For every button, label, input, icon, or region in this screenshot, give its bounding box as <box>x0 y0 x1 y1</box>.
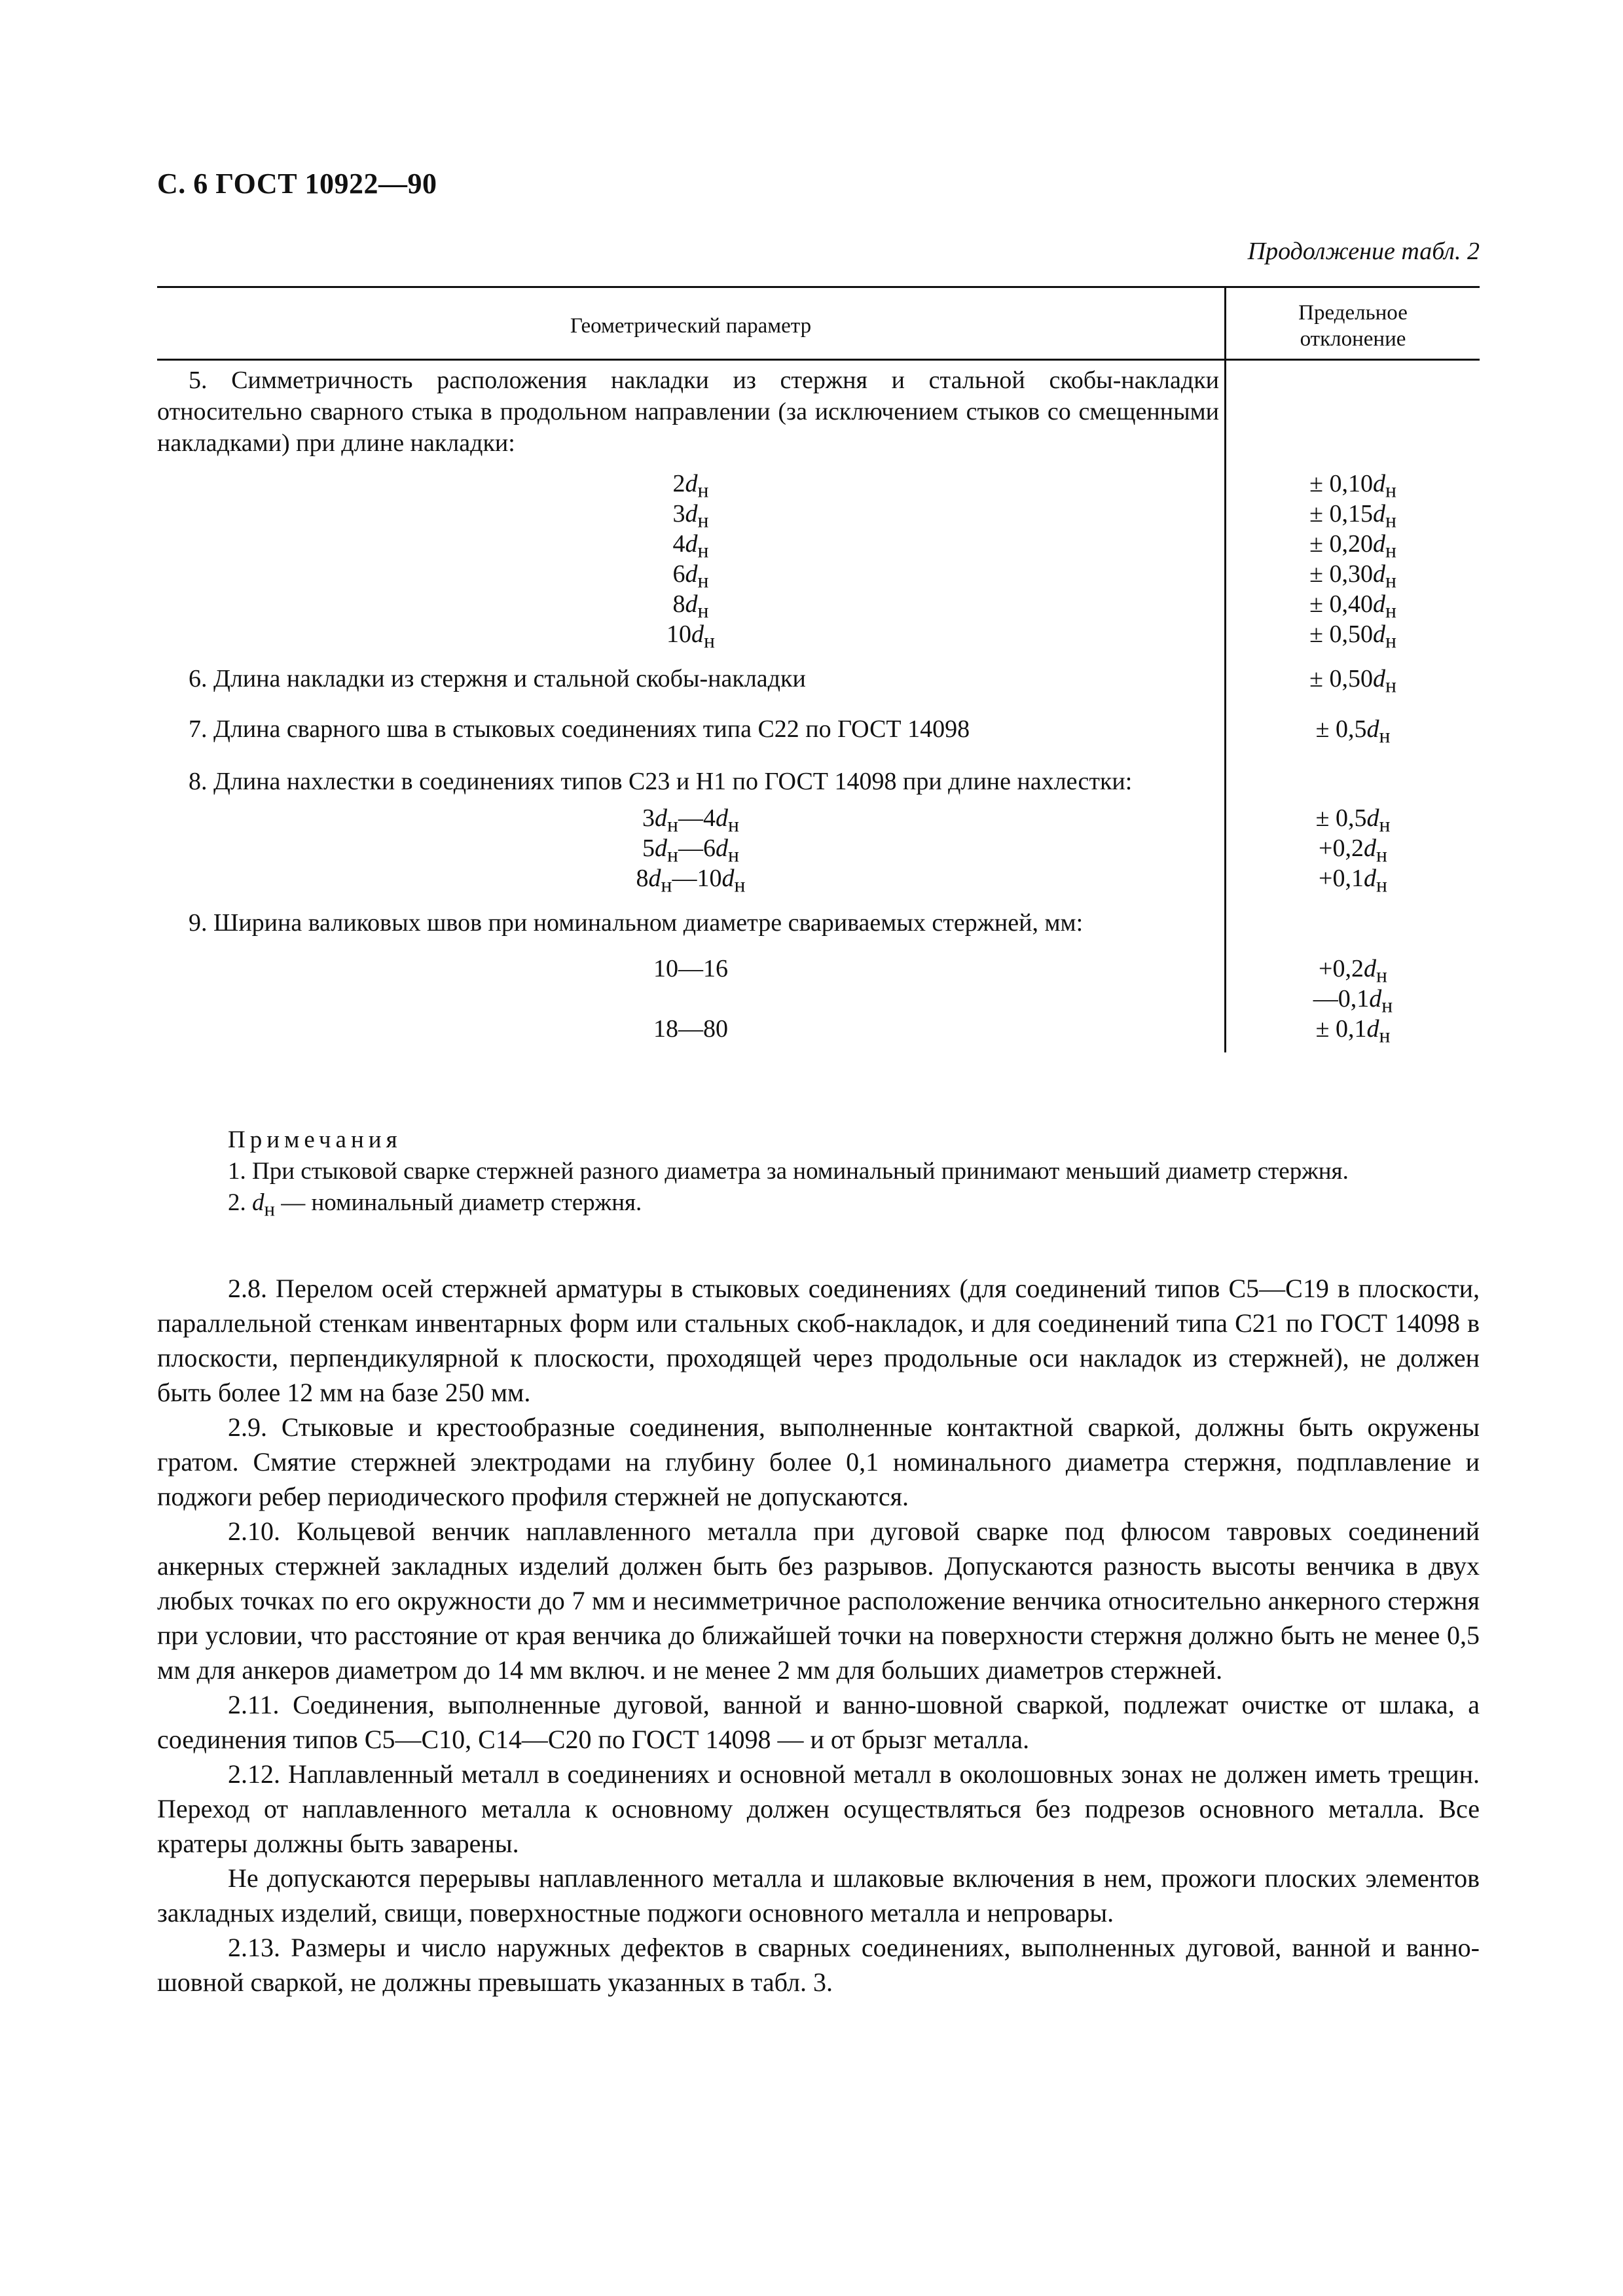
length-range: $8d_н—10d_н$ <box>636 865 746 897</box>
length-range: $5d_н—6d_н$ <box>642 834 739 867</box>
deviation-cell <box>1226 459 1480 653</box>
notes-title: Примечания <box>228 1126 402 1153</box>
deviation-value: ± $0,50d_н$ <box>1309 665 1396 697</box>
item-8-text: 8. Длина нахлестки в соединениях типов С23 и Н1 по ГОСТ 14098 при длине нахлестки: <box>189 768 1133 796</box>
note-1: 1. При стыковой сварке стержней разного диаметра за номинальный принимают меньший диаметр стержня. <box>228 1158 1349 1185</box>
parameter-cell <box>157 751 1226 797</box>
deviation-value: ± $0,15d_н$ <box>1309 500 1396 532</box>
table-row <box>157 649 1480 702</box>
parameter-cell <box>157 702 1226 752</box>
parameter-cell <box>157 649 1226 702</box>
paragraph-2-12: 2.12. Наплавленный металл в соединениях и основной металл в околошовных зонах не должен иметь трещин. Переход от наплавленного металла к основному должен осуществляться без подрезов основного металла. Все кратеры должны быть заварены. <box>157 1759 1480 1858</box>
length-value: $2d_н$ <box>672 470 709 502</box>
item-5-text: 5. Симметричность расположения накладки из стержня и стальной скобы-накладки относительно сварного стыка в продольном направлении (за исключением стыков со смещенными накладками) при длине накладки: <box>157 367 1219 457</box>
diameter-range: 10—16 <box>653 955 728 983</box>
column-header-deviation-line1: Предельное <box>1298 301 1408 325</box>
length-value: $4d_н$ <box>672 530 709 562</box>
deviation-value: ± $0,5d_н$ <box>1315 804 1391 836</box>
parameter-cell <box>157 893 1226 939</box>
length-value: $8d_н$ <box>672 590 709 622</box>
paragraph-2-11: 2.11. Соединения, выполненные дуговой, ванной и ванно-шовной сваркой, подлежат очистке от шлака, а соединения типов С5—С10, С14—С20 по ГОСТ 14098 — и от брызг металла. <box>157 1690 1480 1754</box>
item-5-deviations <box>1226 468 1480 653</box>
table-row <box>157 939 1480 1052</box>
page-header: С. 6 ГОСТ 10922—90 <box>157 168 437 200</box>
item-9-diameters <box>157 953 1224 1043</box>
item-5-lengths <box>157 468 1224 653</box>
item-8-deviations <box>1226 802 1480 897</box>
deviation-value: ± $0,30d_н$ <box>1309 560 1396 592</box>
deviation-cell <box>1226 939 1480 1052</box>
spacer <box>157 983 1224 1013</box>
deviation-cell <box>1226 751 1480 797</box>
table-row <box>157 459 1480 649</box>
body-text <box>157 1271 1480 2000</box>
item-6-text: 6. Длина накладки из стержня и стальной скобы-накладки <box>189 665 806 692</box>
deviation-cell <box>1226 702 1480 752</box>
item-9-text: 9. Ширина валиковых швов при номинальном диаметре свариваемых стержней, мм: <box>189 909 1084 937</box>
note-2: 2. $d_н$ — номинальный диаметр стержня. <box>228 1189 642 1221</box>
deviation-value: $+0,1d_н$ <box>1319 865 1387 897</box>
length-value: $3d_н$ <box>672 500 709 532</box>
item-8-lengths <box>157 802 1224 897</box>
deviation-cell <box>1226 797 1480 897</box>
table-row <box>157 702 1480 752</box>
item-7-text: 7. Длина сварного шва в стыковых соединениях типа С22 по ГОСТ 14098 <box>189 715 970 743</box>
deviation-value: ± $0,20d_н$ <box>1309 530 1396 562</box>
tolerance-table <box>157 286 1480 1052</box>
length-value: $6d_н$ <box>672 560 709 592</box>
deviation-value: $—0,1d_н$ <box>1313 985 1393 1017</box>
paragraph-2-10: 2.10. Кольцевой венчик наплавленного металла при дуговой сварке под флюсом тавровых соединений анкерных стержней закладных изделий должен быть без разрывов. Допускаются разность высоты венчика в двух любых точках по его окружности до 7 мм и несимметричное расположение венчика относительно анкерного стержня при условии, что расстояние от края венчика до ближайшей точки на поверхности стержня должно быть не менее 0,5 мм для анкеров диаметром до 14 мм включ. и не менее 2 мм для больших диаметров стержней. <box>157 1516 1480 1685</box>
parameter-cell <box>157 939 1226 1052</box>
table-notes <box>157 1124 1480 1225</box>
table-header-row <box>157 287 1480 360</box>
table-row <box>157 893 1480 939</box>
deviation-cell <box>1226 360 1480 459</box>
length-range: $3d_н—4d_н$ <box>642 804 739 836</box>
deviation-cell <box>1226 893 1480 939</box>
paragraph-2-12-cont: Не допускаются перерывы наплавленного металла и шлаковые включения в нем, прожоги плоских элементов закладных изделий, свищи, поверхностные поджоги основного металла и непровары. <box>157 1863 1480 1928</box>
deviation-value: ± $0,10d_н$ <box>1309 470 1396 502</box>
table-row <box>157 360 1480 459</box>
column-header-deviation <box>1226 287 1480 360</box>
deviation-value: $+0,2d_н$ <box>1319 834 1387 867</box>
diameter-range: 18—80 <box>653 1015 728 1043</box>
table-continuation-label: Продолжение табл. 2 <box>1247 238 1480 265</box>
column-header-parameter: Геометрический параметр <box>157 287 1226 360</box>
parameter-cell <box>157 459 1226 653</box>
item-9-deviations <box>1226 953 1480 1047</box>
paragraph-2-9: 2.9. Стыковые и крестообразные соединения, выполненные контактной сваркой, должны быть окружены гратом. Смятие стержней электродами на глубину более 0,1 номинального диаметра стержня, подплавление и поджоги ребер периодического профиля стержней не допускаются. <box>157 1412 1480 1511</box>
deviation-value: $+0,2d_н$ <box>1319 955 1387 987</box>
deviation-value: ± $0,1d_н$ <box>1315 1015 1391 1047</box>
length-value: $10d_н$ <box>666 620 715 653</box>
deviation-value: ± $0,5d_н$ <box>1315 715 1391 747</box>
parameter-cell <box>157 797 1226 897</box>
table-row <box>157 751 1480 797</box>
deviation-value: ± $0,50d_н$ <box>1309 620 1396 653</box>
deviation-cell <box>1226 649 1480 702</box>
paragraph-2-8: 2.8. Перелом осей стержней арматуры в стыковых соединениях (для соединений типов С5—С19 в плоскости, параллельной стенкам инвентарных форм или стальных скоб-накладок, и для соединений типа С21 по ГОСТ 14098 в плоскости, перпендикулярной к плоскости, проходящей через продольные оси накладок из стержней), не должен быть более 12 мм на базе 250 мм. <box>157 1274 1480 1407</box>
column-header-deviation-line2: отклонение <box>1300 327 1406 351</box>
deviation-value: ± $0,40d_н$ <box>1309 590 1396 622</box>
paragraph-2-13: 2.13. Размеры и число наружных дефектов в сварных соединениях, выполненных дуговой, ванной и ванно-шовной сваркой, не должны превышать указанных в табл. 3. <box>157 1933 1480 1997</box>
table-row <box>157 797 1480 893</box>
parameter-cell <box>157 360 1226 459</box>
